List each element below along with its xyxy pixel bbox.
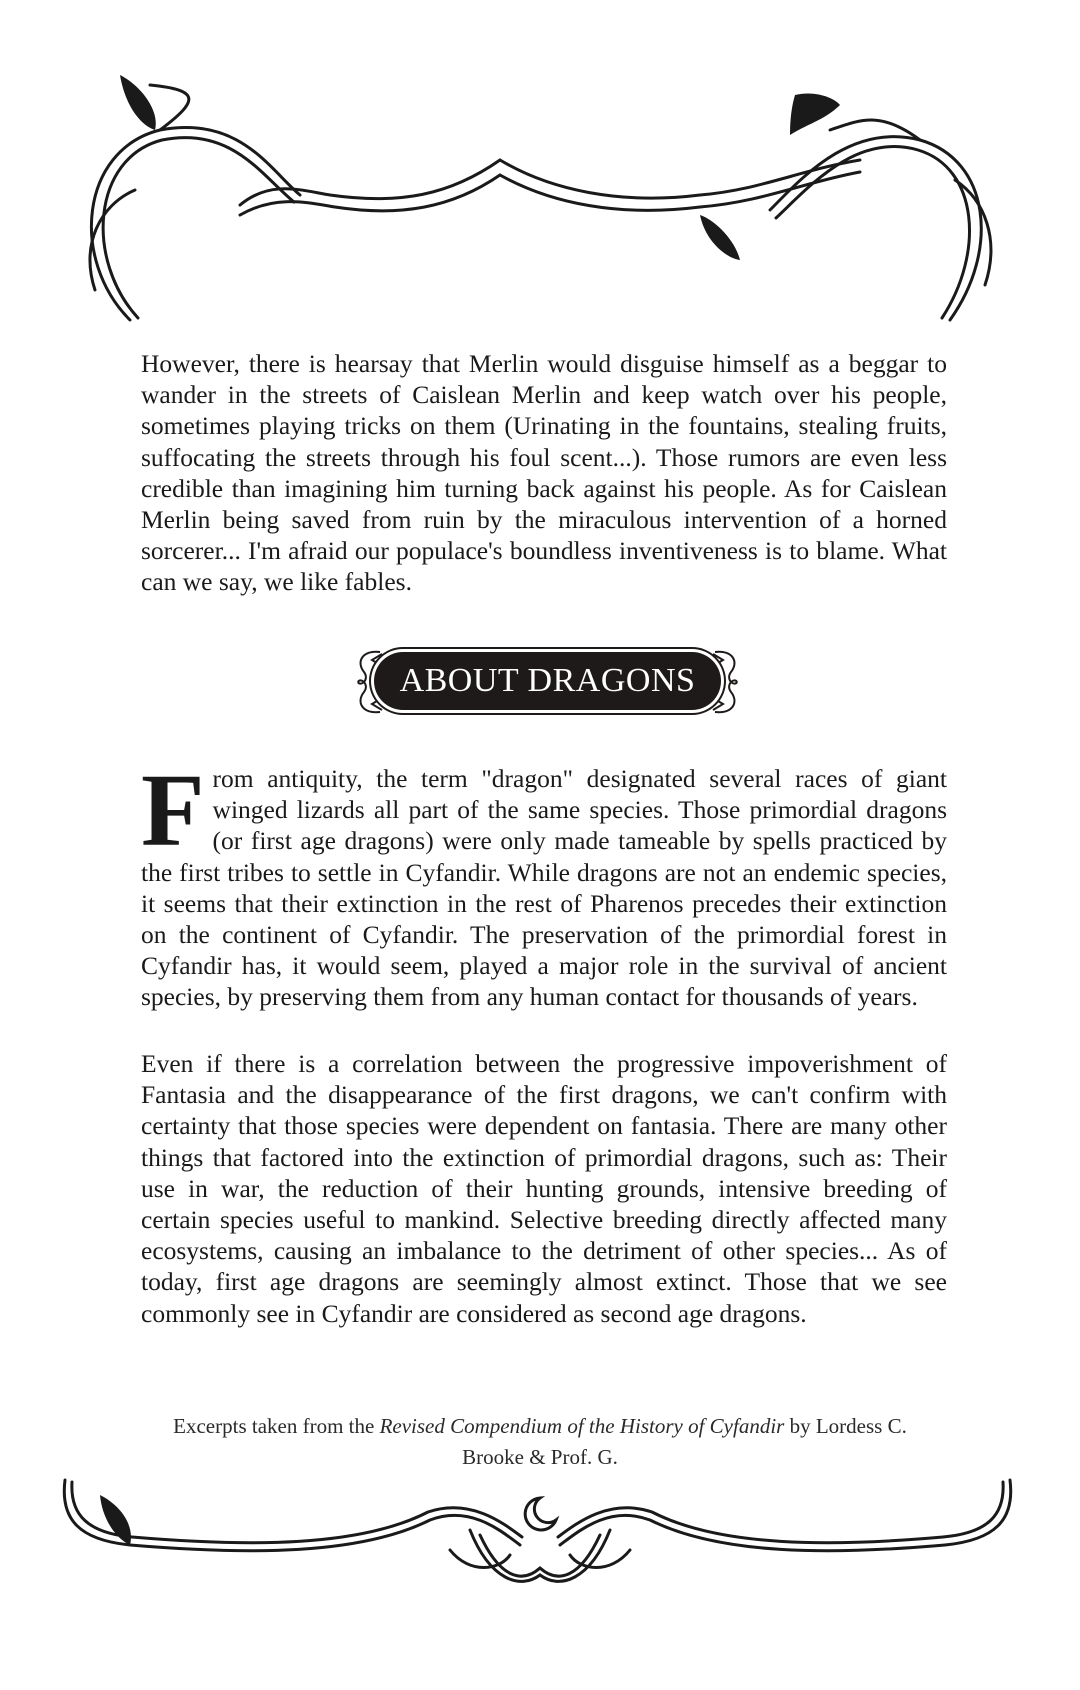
credit-prefix: Excerpts taken from the <box>173 1414 380 1438</box>
section-heading-frame <box>352 642 743 722</box>
intro-paragraph: However, there is hearsay that Merlin would disguise himself as a beggar to wander in the streets of Caislean Merlin and keep watch over his people, sometimes playing tricks on them (Urinating in the fountains, stealing fruits, suffocating the streets through his foul scent...). Those rumors are even less credible than imagining him turning back against his people. As for Caislean Merlin being saved from ruin by the miraculous intervention of a horned sorcerer... I'm afraid our populace's boundless inventiveness is to blame. What can we say, we like fables. <box>141 349 947 597</box>
dragons-paragraph-1 <box>141 753 947 1013</box>
dragons-paragraph-2: Even if there is a correlation between the progressive impoverishment of Fantasia and the disappearance of the first dragons, we can't confirm with certainty that those species were dependent on fantasia. There are many other things that factored into the extinction of primordial dragons, such as: Their use in war, the reduction of their hunting grounds, intensive breeding of certain species useful to mankind. Selective breeding directly affected many ecosystems, causing an imbalance to the detriment of other species... As of today, first age dragons are seemingly almost extinct. Those that we see commonly see in Cyfandir are considered as second age dragons. <box>141 1049 947 1328</box>
credit-book-title: Revised Compendium of the History of Cyfandir <box>379 1414 785 1438</box>
section-heading: ABOUT DRAGONS <box>399 662 696 699</box>
dragons-paragraph-1-text: rom antiquity, the term "dragon" designated several races of giant winged lizards all part of the same species. Those primordial dragons (or first age dragons) were only made tameable by spells practiced by the first tribes to settle in Cyfandir. While dragons are not an endemic species, it seems that their extinction in the rest of Pharenos precedes their extinction on the continent of Cyfandir. The preservation of the primordial forest in Cyfandir has, it would seem, played a major role in the survival of ancient species, by preserving them from any human contact for thousands of years. <box>141 764 947 1012</box>
drop-cap: F <box>141 753 205 868</box>
crescent-icon <box>525 1498 556 1530</box>
top-vine-ornament-icon <box>0 30 1080 330</box>
bottom-vine-ornament-icon <box>0 1460 1080 1690</box>
section-heading-banner <box>374 652 721 710</box>
credit-authors: by Lordess C. Brooke & Prof. G. <box>462 1414 907 1469</box>
